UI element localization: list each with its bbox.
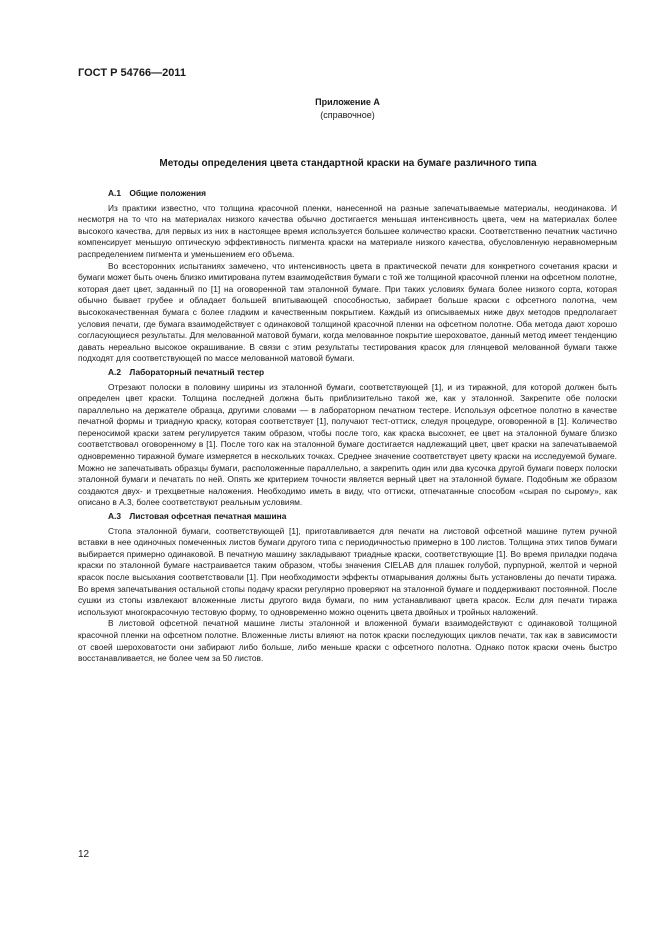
section-title: Общие положения (129, 188, 207, 198)
document-header: ГОСТ Р 54766—2011 (78, 67, 186, 79)
appendix-title: Приложение А (315, 97, 380, 107)
paragraph: В листовой офсетной печатной машине листы эталонной и вложенной бумаги взаимодействуют с одинаковой толщиной красочной пленки на офсетном полотне. Вложенные листы влияют на поток краски последующих циклов печати, так как в зависимости от своей шероховатости они забирают либо больше, либо меньше краски с офсетного полотна. Однако поток краски очень быстро восстанавливается, не более чем за 50 листов. (78, 618, 617, 664)
section-title: Листовая офсетная печатная машина (129, 511, 287, 522)
section-number: А.1 (108, 188, 122, 198)
section-number: А.2 (108, 366, 122, 377)
paragraph: Из практики известно, что толщина красочной пленки, нанесенной на разные запечатываемые материалы, неодинакова. И несмотря на то что на материалах низкого качества обычно достигается меньшая интенсивность цвета, чем на материалах более высокого качества, для первых из них в настоящее время используется большее количество краски. Соответственно печатник частично компенсирует меньшую оптическую эффективность пигмента краски на материале низкого качества, обусловленную неравномерным распределением пигмента и уменьшением его объема. (78, 202, 617, 259)
section-number: А.3 (108, 511, 122, 522)
appendix-note: (справочное) (320, 110, 375, 120)
section-heading (78, 367, 617, 379)
paragraph: Стопа эталонной бумаги, соответствующей [1], приготавливается для печати на листовой офсетной машине путем ручной вставки в нее одиночных помеченных листов бумаги другого типа с периодичностью примерно в 100 листов. Толщина этих типов бумаги выбирается примерно одинаковой. В печатную машину закладывают триадные краски, соответствующие [1]. Во время приладки подача краски по эталонной бумаге настраивается таким образом, чтобы значения CIELAB для плашек голубой, пурпурной, желтой и черной красок после высыхания соответствовали [1]. При необходимости эффекты отмарывания должны быть установлены до печати тиража. Во время запечатывания остальной стопы подачу краски регулярно проверяют на эталонной бумаге и поддерживают постоянной. После сушки из стопы извлекают вложенные листы другого вида бумаги, по ним устанавливают цвета красок. Если для печати тиража используют многокрасочную тестовую форму, то одновременно можно оценить цвета двойных и тройных наложений. (78, 525, 617, 617)
page-number: 12 (78, 849, 90, 860)
section-heading (78, 188, 617, 200)
section-heading (78, 511, 617, 523)
document-body (78, 186, 617, 665)
appendix-heading: Методы определения цвета стандартной краски на бумаге различного типа (159, 158, 537, 169)
paragraph: Отрезают полоски в половину ширины из эталонной бумаги, соответствующей [1], и из тиражной, для которой должен быть определен цвет краски. Толщина последней должна быть приблизительно такой же, как у эталонной. Закрепите обе полоски параллельно на держателе образца, другими словами — в лабораторном печатном тестере. Используя офсетное полотно в качестве печатной формы и триадную краску, которая соответствует [1], получают тест-оттиск, следуя процедуре, оговоренной в [1]. Количество переносимой краски затем регулируется таким образом, чтобы после того, как краска высохнет, ее цвет на эталонной бумаге близко соответствовал оговоренному в [1]. После того как на эталонной бумаге достигается надлежащий цвет, цвет краски на запечатываемой одновременно тиражной бумаге измеряется в нескольких точках. Среднее значение соответствует цвету краски на исследуемой бумаге. Можно не запечатывать образцы бумаги, расположенные параллельно, а закрепить один или два кусочка другой бумаги поверх полоски эталонной бумаги и печатать по ней. Опять же критерием точности является верный цвет на эталонной бумаге. Подобным же образом создаются двух- и трехцветные наложения. Необходимо иметь в виду, что оттиски, отпечатанные способом «сырая по сырому», как описано в А.3, более соответствуют реальным условиям. (78, 381, 617, 508)
paragraph: Во всесторонних испытаниях замечено, что интенсивность цвета в практической печати для конкретного сочетания краски и бумаги может быть очень близко имитирована путем взаимодействия бумаги с той же толщиной красочной пленки на офсетном полотне, которая дает цвет, заданный по [1] на оговоренной там эталонной бумаге. При таких условиях бумага более низкого сорта, которая обычно бывает грубее и обладает большей впитывающей способностью, забирает больше краски с офсетного полотна, чем высококачественная бумага с более гладким и качественным покрытием. Каждый из описываемых ниже двух методов предполагает условия печати, где бумага взаимодействует с одинаковой толщиной красочной пленки на офсетном полотне. Оба метода дают хорошо согласующиеся результаты. Для мелованной матовой бумаги, когда мелованное покрытие шероховатое, данный метод имеет тенденцию давать нереально высокое окрашивание. В связи с этим результаты тестирования красок для глянцевой мелованной бумаги также подходят для соответствующей по массе мелованной матовой бумаги. (78, 260, 617, 364)
appendix-label (0, 96, 661, 122)
section-title: Лабораторный печатный тестер (129, 366, 265, 377)
